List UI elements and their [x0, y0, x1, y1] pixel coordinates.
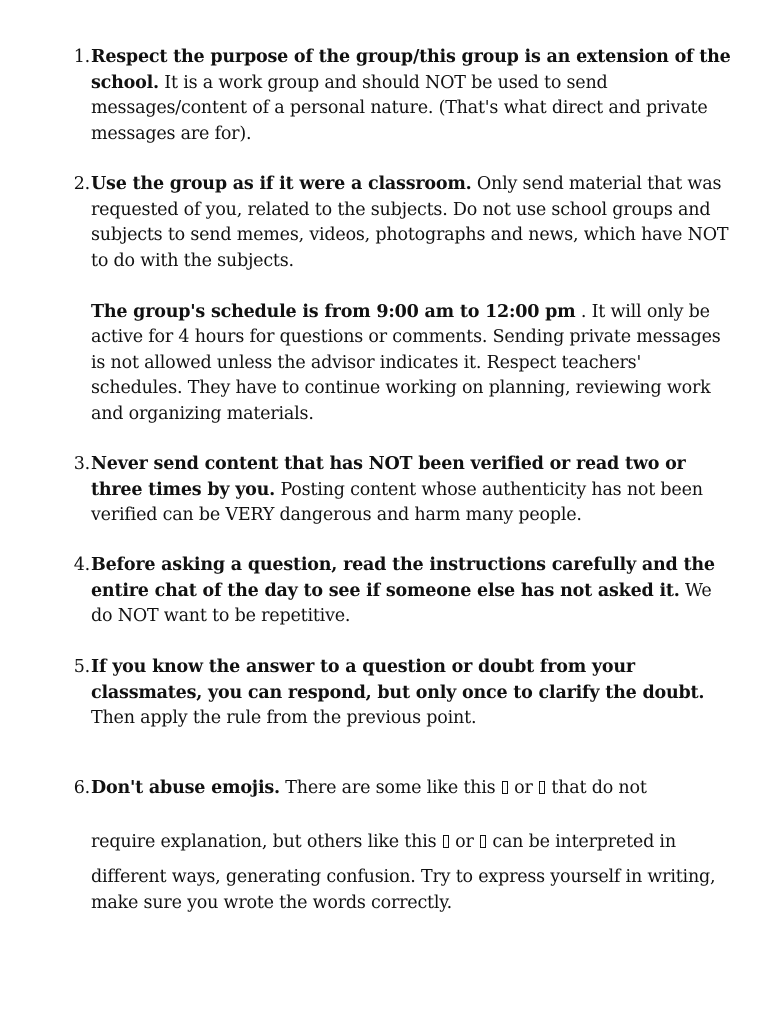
rule-3 — [64, 452, 736, 529]
rule-body — [91, 553, 731, 630]
rule-text: require explanation, but others like this — [91, 831, 442, 852]
rule-text: We do NOT want to be repetitive. — [91, 580, 712, 626]
schedule-paragraph — [91, 300, 731, 428]
rule-body — [91, 172, 731, 427]
emoji-line-1 — [91, 776, 731, 802]
rule-2 — [64, 172, 736, 427]
emoji-line-3: different ways, generating confusion. Try to express yourself in writing, make sure you wrote the words correctly. — [91, 867, 716, 913]
rule-text: Then apply the rule from the previous point. — [91, 708, 477, 728]
rule-number: 1. — [73, 47, 90, 67]
rule-text: Posting content whose authenticity has not been verified can be VERY dangerous and harm many people. — [91, 479, 703, 525]
rule-lead: Never send content that has NOT been verified or read two or three times by you. — [91, 454, 686, 500]
rule-body — [91, 45, 731, 147]
rule-text: Only send material that was requested of you, related to the subjects. Do not use school groups and subjects to send memes, videos, photographs and news, which have NOT to do with the subjects. — [91, 174, 729, 271]
rule-5 — [64, 655, 736, 732]
emoji-glyph-icon — [480, 835, 486, 848]
rule-lead: Use the group as if it were a classroom. — [91, 174, 472, 194]
rule-text: or — [449, 831, 479, 852]
rule-text: It is a work group and should NOT be used to send messages/content of a personal nature. (That's what direct and private messages are for). — [91, 72, 708, 144]
rule-text: There are some like this — [279, 778, 501, 798]
rule-number: 2. — [73, 174, 90, 194]
emoji-line-2 — [91, 830, 731, 856]
rule-body — [91, 776, 731, 916]
rule-number: 3. — [73, 454, 90, 474]
rule-lead: Don't abuse emojis. — [91, 778, 280, 798]
rule-text: can be interpreted in — [486, 831, 676, 852]
rule-lead: Before asking a question, read the instructions carefully and the entire chat of the day to see if someone else has not asked it. — [91, 555, 715, 601]
rule-lead: If you know the answer to a question or doubt from your classmates, you can respond, but only once to clarify the doubt. — [91, 657, 705, 703]
rule-number: 4. — [73, 555, 90, 575]
rule-number: 5. — [73, 657, 90, 677]
emoji-glyph-icon — [539, 781, 545, 794]
rule-body — [91, 655, 731, 732]
schedule-lead: The group's schedule is from 9:00 am to 12:00 pm — [91, 301, 576, 322]
rule-1 — [64, 45, 736, 147]
emoji-glyph-icon — [443, 835, 449, 848]
rule-6 — [64, 776, 736, 916]
rule-text: or — [508, 778, 539, 798]
emoji-glyph-icon — [502, 781, 508, 794]
rule-lead: Respect the purpose of the group/this group is an extension of the school. — [91, 47, 731, 93]
rule-4 — [64, 553, 736, 630]
rule-text: that do not — [546, 778, 647, 798]
rule-body — [91, 452, 731, 529]
schedule-text: . It will only be active for 4 hours for questions or comments. Sending private messages is not allowed unless the advisor indicates it. Respect teachers' schedules. They have to continue working on planning, reviewing work and organizing materials. — [91, 301, 721, 424]
rule-number: 6. — [73, 778, 90, 798]
